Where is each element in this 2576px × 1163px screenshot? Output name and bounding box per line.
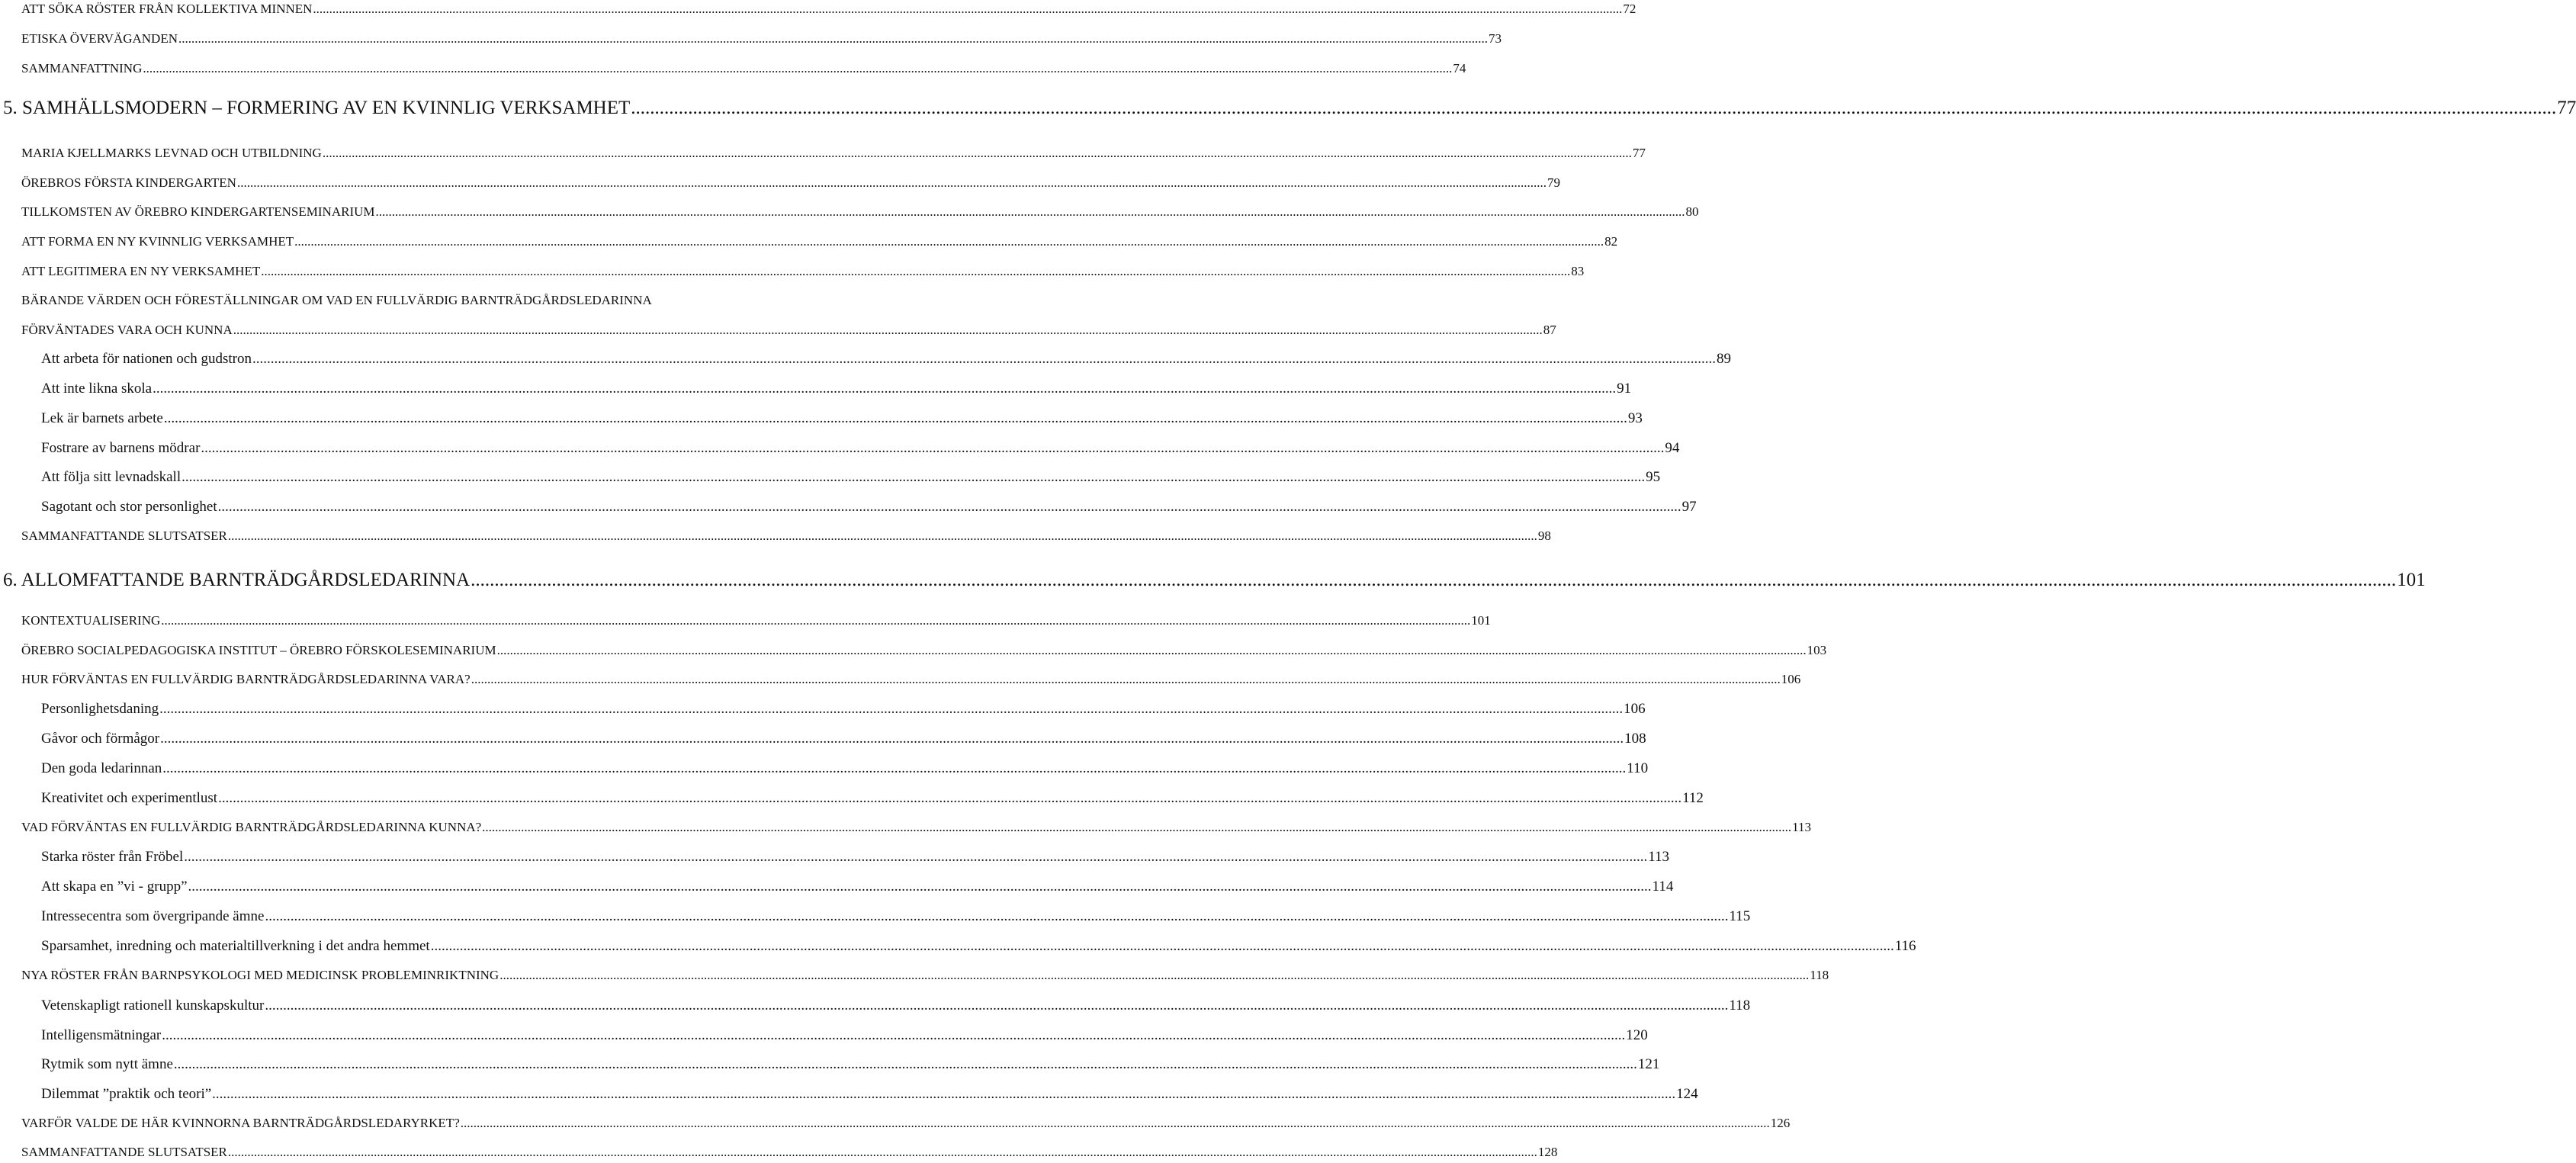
toc-page-number: 82 — [1604, 234, 1618, 249]
toc-page-number: 103 — [1807, 643, 1827, 657]
toc-page-number: 116 — [1894, 938, 1916, 954]
toc-dot-leader — [143, 61, 1452, 76]
toc-entry-title: Fostrare av barnens mödrar — [41, 440, 201, 456]
toc-entry-title: Vetenskapligt rationell kunskapskultur — [41, 998, 265, 1014]
toc-page-number: 118 — [1810, 968, 1829, 982]
toc-dot-leader — [160, 731, 1624, 747]
toc-dot-leader — [153, 381, 1616, 397]
toc-entry[interactable] — [41, 499, 1697, 516]
toc-entry[interactable] — [41, 731, 1646, 747]
toc-dot-leader — [631, 98, 2556, 119]
toc-page-number: 118 — [1729, 998, 1751, 1014]
toc-entry[interactable] — [21, 613, 1491, 628]
toc-page-number: 94 — [1665, 440, 1680, 456]
toc-dot-leader — [265, 908, 1728, 925]
toc-dot-leader — [212, 1086, 1675, 1103]
toc-dot-leader — [461, 1116, 1770, 1131]
toc-entry-title: BÄRANDE VÄRDEN OCH FÖRESTÄLLNINGAR OM VAD EN FULLVÄRDIG BARNTRÄDGÅRDSLEDARINNA — [21, 293, 652, 307]
toc-entry[interactable] — [41, 381, 1632, 397]
toc-dot-leader — [178, 31, 1488, 47]
toc-page-number: 115 — [1729, 908, 1751, 924]
toc-dot-leader — [376, 204, 1685, 220]
toc-entry[interactable] — [41, 998, 1751, 1014]
toc-entry[interactable] — [21, 820, 1812, 835]
toc-entry[interactable] — [41, 908, 1751, 925]
toc-page-number: 80 — [1685, 204, 1699, 219]
toc-dot-leader — [313, 2, 1622, 17]
toc-entry[interactable] — [21, 1145, 1558, 1160]
toc-entry[interactable] — [21, 31, 1502, 47]
toc-dot-leader — [431, 938, 1894, 955]
toc-page-number: 98 — [1537, 528, 1551, 543]
toc-entry-title: ÖREBROS FÖRSTA KINDERGARTEN — [21, 175, 236, 190]
toc-dot-leader — [497, 643, 1807, 658]
toc-dot-leader — [162, 1027, 1625, 1044]
toc-page-number: 74 — [1453, 61, 1466, 75]
toc-dot-leader — [188, 879, 1652, 895]
toc-entry[interactable] — [21, 61, 1466, 76]
toc-entry-title: Att skapa en ”vi - grupp” — [41, 879, 188, 895]
toc-entry-title: 5. SAMHÄLLSMODERN – FORMERING AV EN KVINNLIG VERKSAMHET — [3, 98, 631, 118]
toc-dot-leader — [164, 410, 1627, 427]
toc-dot-leader — [181, 469, 1645, 486]
toc-entry-title: TILLKOMSTEN AV ÖREBRO KINDERGARTENSEMINARIUM — [21, 204, 375, 219]
toc-entry-title: SAMMANFATTNING — [21, 61, 143, 75]
toc-entry-title: Starka röster från Fröbel — [41, 849, 184, 865]
toc-entry-title: FÖRVÄNTADES VARA OCH KUNNA — [21, 323, 233, 337]
toc-dot-leader — [499, 968, 1809, 983]
toc-entry[interactable] — [41, 760, 1649, 777]
toc-entry-title: Personlighetsdaning — [41, 701, 159, 717]
toc-page-number: 120 — [1626, 1027, 1648, 1043]
toc-entry[interactable] — [21, 672, 1801, 687]
toc-page-number: 77 — [1632, 146, 1646, 160]
toc-dot-leader — [482, 820, 1791, 835]
toc-page-number: 128 — [1537, 1145, 1558, 1159]
toc-dot-leader — [159, 701, 1623, 718]
toc-page-number: 121 — [1637, 1056, 1660, 1072]
toc-dot-leader — [184, 849, 1647, 866]
toc-entry[interactable] — [3, 570, 2426, 591]
toc-entry-title: VAD FÖRVÄNTAS EN FULLVÄRDIG BARNTRÄDGÅRDSLEDARINNA KUNNA? — [21, 820, 482, 834]
toc-entry-title: Intressecentra som övergripande ämne — [41, 908, 265, 924]
toc-entry-title: ATT LEGITIMERA EN NY VERKSAMHET — [21, 264, 261, 278]
toc-entry-title: ATT FORMA EN NY KVINNLIG VERKSAMHET — [21, 234, 294, 249]
toc-page-number: 113 — [1648, 849, 1670, 865]
toc-dot-leader — [237, 175, 1547, 191]
toc-entry[interactable] — [21, 146, 1646, 161]
toc-entry-title: Den goda ledarinnan — [41, 760, 162, 776]
toc-entry-title: Att arbeta för nationen och gudstron — [41, 351, 252, 367]
toc-dot-leader — [218, 790, 1681, 807]
toc-entry[interactable] — [21, 528, 1551, 544]
toc-entry-title: Dilemmat ”praktik och teori” — [41, 1086, 212, 1102]
toc-entry[interactable] — [41, 701, 1646, 718]
toc-entry[interactable] — [21, 204, 1699, 220]
toc-entry-title: ATT SÖKA RÖSTER FRÅN KOLLEKTIVA MINNEN — [21, 2, 313, 16]
toc-dot-leader — [233, 323, 1543, 338]
toc-entry-title: Kreativitet och experimentlust — [41, 790, 218, 806]
toc-page-number: 87 — [1543, 323, 1556, 337]
toc-page-number: 126 — [1770, 1116, 1791, 1130]
toc-dot-leader — [265, 998, 1728, 1014]
toc-page-number: 97 — [1681, 499, 1697, 515]
toc-entry[interactable] — [21, 264, 1585, 279]
toc-entry-title: SAMMANFATTANDE SLUTSATSER — [21, 1145, 227, 1159]
toc-page-number: 124 — [1676, 1086, 1698, 1102]
toc-dot-leader — [323, 146, 1632, 161]
toc-entry[interactable] — [21, 293, 652, 308]
toc-entry[interactable] — [41, 790, 1704, 807]
toc-entry-title: ETISKA ÖVERVÄGANDEN — [21, 31, 178, 46]
toc-dot-leader — [261, 264, 1570, 279]
toc-page-number: 91 — [1617, 381, 1632, 397]
toc-page-number: 93 — [1627, 410, 1643, 426]
toc-entry-title: ÖREBRO SOCIALPEDAGOGISKA INSTITUT – ÖREBRO FÖRSKOLESEMINARIUM — [21, 643, 496, 657]
toc-entry[interactable] — [41, 1086, 1698, 1103]
toc-dot-leader — [161, 613, 1470, 628]
toc-page-number: 95 — [1646, 469, 1661, 485]
toc-entry[interactable] — [21, 175, 1560, 191]
toc-dot-leader — [162, 760, 1626, 777]
toc-entry-title: Att inte likna skola — [41, 381, 153, 397]
toc-entry-title: VARFÖR VALDE DE HÄR KVINNORNA BARNTRÄDGÅRDSLEDARYRKET? — [21, 1116, 460, 1130]
toc-entry-title: Lek är barnets arbete — [41, 410, 163, 426]
toc-entry-title: Att följa sitt levnadskall — [41, 469, 181, 485]
toc-dot-leader — [201, 440, 1664, 457]
toc-entry-title: 6. ALLOMFATTANDE BARNTRÄDGÅRDSLEDARINNA — [3, 570, 471, 590]
toc-entry[interactable] — [21, 2, 1636, 17]
toc-entry[interactable] — [41, 879, 1674, 895]
toc-entry[interactable] — [41, 410, 1643, 427]
toc-entry[interactable] — [41, 938, 1916, 955]
toc-page-number: 89 — [1716, 351, 1731, 367]
toc-entry[interactable] — [41, 1056, 1660, 1073]
toc-entry-title: Sparsamhet, inredning och materialtillverkning i det andra hemmet — [41, 938, 430, 954]
toc-page-number: 72 — [1623, 2, 1636, 16]
toc-entry[interactable] — [21, 643, 1827, 658]
toc-entry-title: Sagotant och stor personlighet — [41, 499, 217, 515]
toc-entry-title: Gåvor och förmågor — [41, 731, 160, 747]
toc-entry[interactable] — [21, 1116, 1791, 1131]
toc-dot-leader — [294, 234, 1604, 249]
toc-page-number: 110 — [1627, 760, 1649, 776]
toc-entry[interactable] — [41, 351, 1731, 368]
toc-page-number: 73 — [1489, 31, 1502, 46]
toc-page-number: 79 — [1547, 175, 1560, 190]
toc-entry[interactable] — [41, 849, 1670, 866]
toc-dot-leader — [218, 499, 1681, 516]
toc-page-number: 113 — [1792, 820, 1812, 834]
toc-page-number: 77 — [2557, 98, 2576, 118]
toc-page-number: 106 — [1624, 701, 1646, 717]
toc-page-number: 83 — [1571, 264, 1585, 278]
toc-page-number: 112 — [1682, 790, 1704, 806]
toc-entry-title: HUR FÖRVÄNTAS EN FULLVÄRDIG BARNTRÄDGÅRDSLEDARINNA VARA? — [21, 672, 471, 686]
toc-dot-leader — [471, 672, 1781, 687]
toc-entry[interactable] — [41, 440, 1680, 457]
toc-dot-leader — [471, 570, 2396, 591]
toc-entry-title: Intelligensmätningar — [41, 1027, 162, 1043]
toc-entry-title: KONTEXTUALISERING — [21, 613, 161, 628]
toc-entry-title: MARIA KJELLMARKS LEVNAD OCH UTBILDNING — [21, 146, 322, 160]
toc-entry[interactable] — [21, 968, 1829, 983]
toc-dot-leader — [228, 1145, 1537, 1160]
toc-dot-leader — [228, 528, 1537, 544]
toc-dot-leader — [174, 1056, 1637, 1073]
toc-page-number: 101 — [2397, 570, 2426, 590]
toc-entry[interactable] — [21, 323, 1556, 338]
toc-dot-leader — [252, 351, 1716, 368]
toc-entry[interactable] — [41, 469, 1661, 486]
toc-entry[interactable] — [3, 98, 2576, 119]
toc-entry[interactable] — [21, 234, 1618, 249]
toc-entry-title: Rytmik som nytt ämne — [41, 1056, 173, 1072]
toc-page-number: 108 — [1624, 731, 1646, 747]
toc-entry-title: NYA RÖSTER FRÅN BARNPSYKOLOGI MED MEDICINSK PROBLEMINRIKTNING — [21, 968, 499, 982]
toc-page-number: 114 — [1652, 879, 1674, 895]
toc-entry-title: SAMMANFATTANDE SLUTSATSER — [21, 528, 227, 543]
toc-entry[interactable] — [41, 1027, 1648, 1044]
toc-page-number: 106 — [1781, 672, 1801, 686]
toc-page-number: 101 — [1471, 613, 1491, 628]
